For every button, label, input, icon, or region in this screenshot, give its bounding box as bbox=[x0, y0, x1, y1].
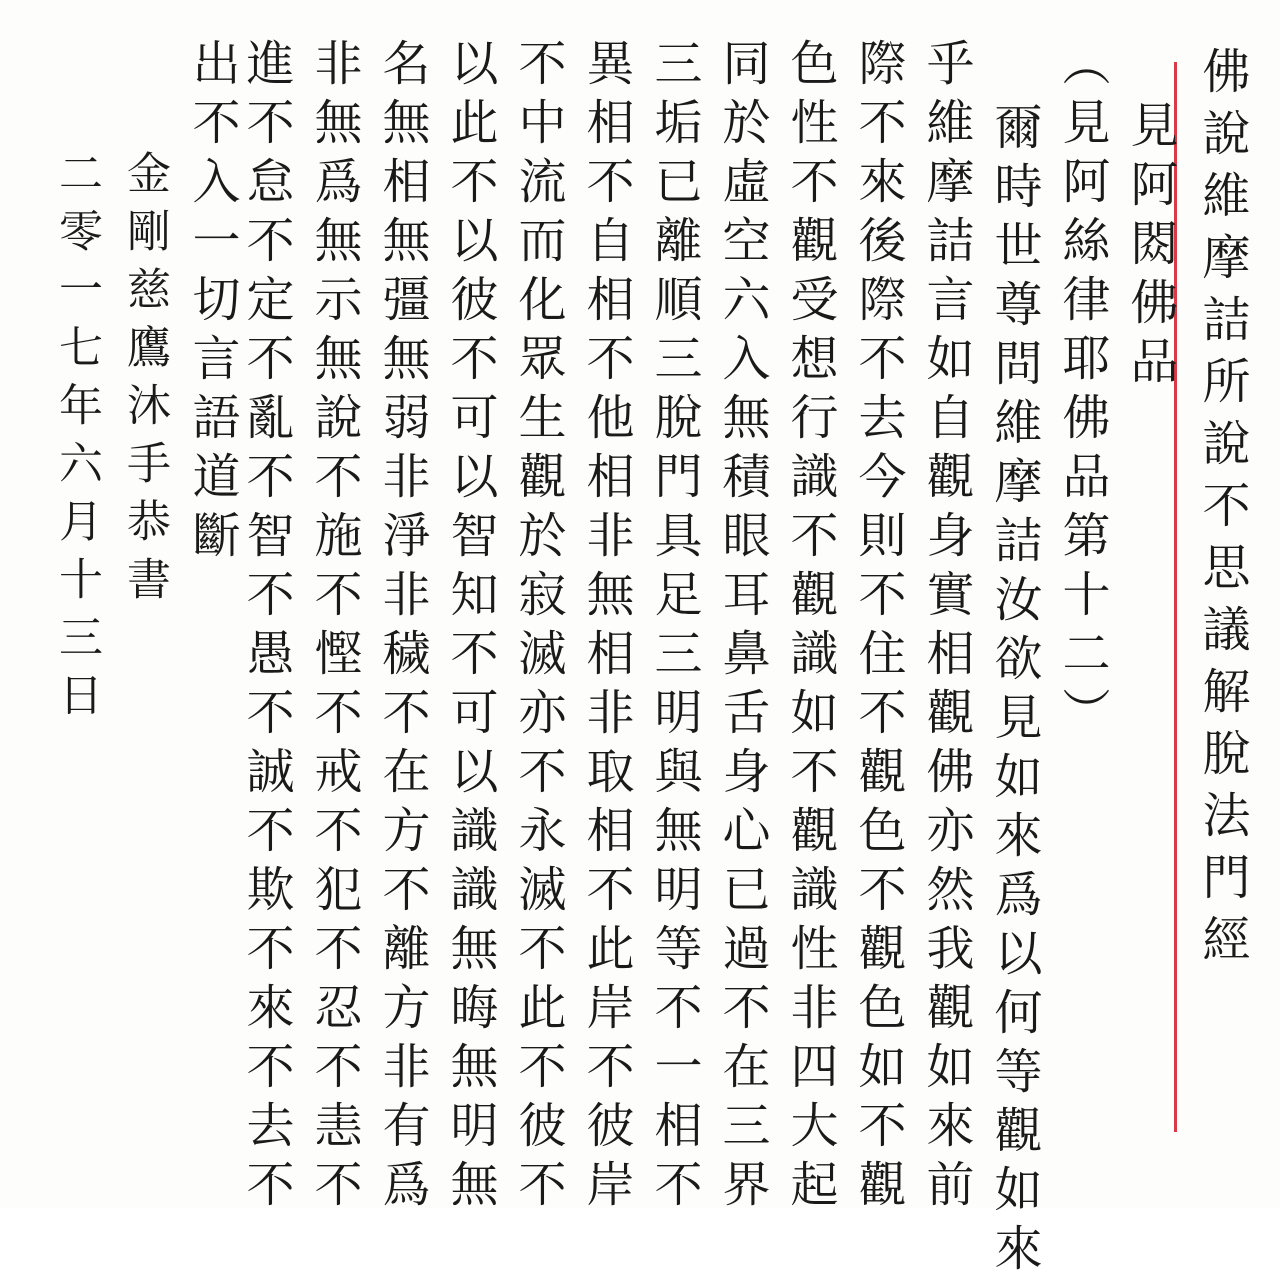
text-column-2: 爾時世尊問維摩詰汝欲見如來爲以何等觀如來 bbox=[986, 102, 1042, 1282]
text-column-3: 乎維摩詰言如自觀身實相觀佛亦然我觀如來前 bbox=[918, 38, 974, 1218]
text-column-7: 三垢已離順三脫門具足三明與無明等不一相不 bbox=[646, 38, 702, 1218]
chapter-heading: 見阿閦佛品 bbox=[1122, 100, 1178, 395]
text-column-14: 出不入一切言語道斷 bbox=[184, 38, 240, 569]
text-column-5: 色性不觀受想行識不觀識如不觀識性非四大起 bbox=[782, 38, 838, 1218]
text-column-6: 同於虛空六入無積眼耳鼻舌身心已過不在三界 bbox=[714, 38, 770, 1218]
date-inscription: 二零一七年六月十三日 bbox=[51, 150, 102, 730]
text-column-11: 名無相無彊無弱非淨非穢不在方不離方非有爲 bbox=[374, 38, 430, 1218]
text-column-1: （見阿絲律耶佛品第十二） bbox=[1054, 38, 1110, 746]
text-column-12: 非無爲無示無說不施不慳不戒不犯不忍不恚不 bbox=[306, 38, 362, 1218]
sutra-title: 佛說維摩詰所說不思議解脫法門經 bbox=[1194, 46, 1250, 976]
calligrapher-signature: 金剛慈鷹沐手恭書 bbox=[119, 150, 170, 614]
text-column-8: 異相不自相不他相非無相非取相不此岸不彼岸 bbox=[578, 38, 634, 1218]
text-column-9: 不中流而化眾生觀於寂滅亦不永滅不此不彼不 bbox=[510, 38, 566, 1218]
text-column-10: 以此不以彼不可以智知不可以識識無晦無明無 bbox=[442, 38, 498, 1218]
text-column-4: 際不來後際不去今則不住不觀色不觀色如不觀 bbox=[850, 38, 906, 1218]
text-column-13: 進不怠不定不亂不智不愚不誠不欺不來不去不 bbox=[238, 38, 294, 1218]
